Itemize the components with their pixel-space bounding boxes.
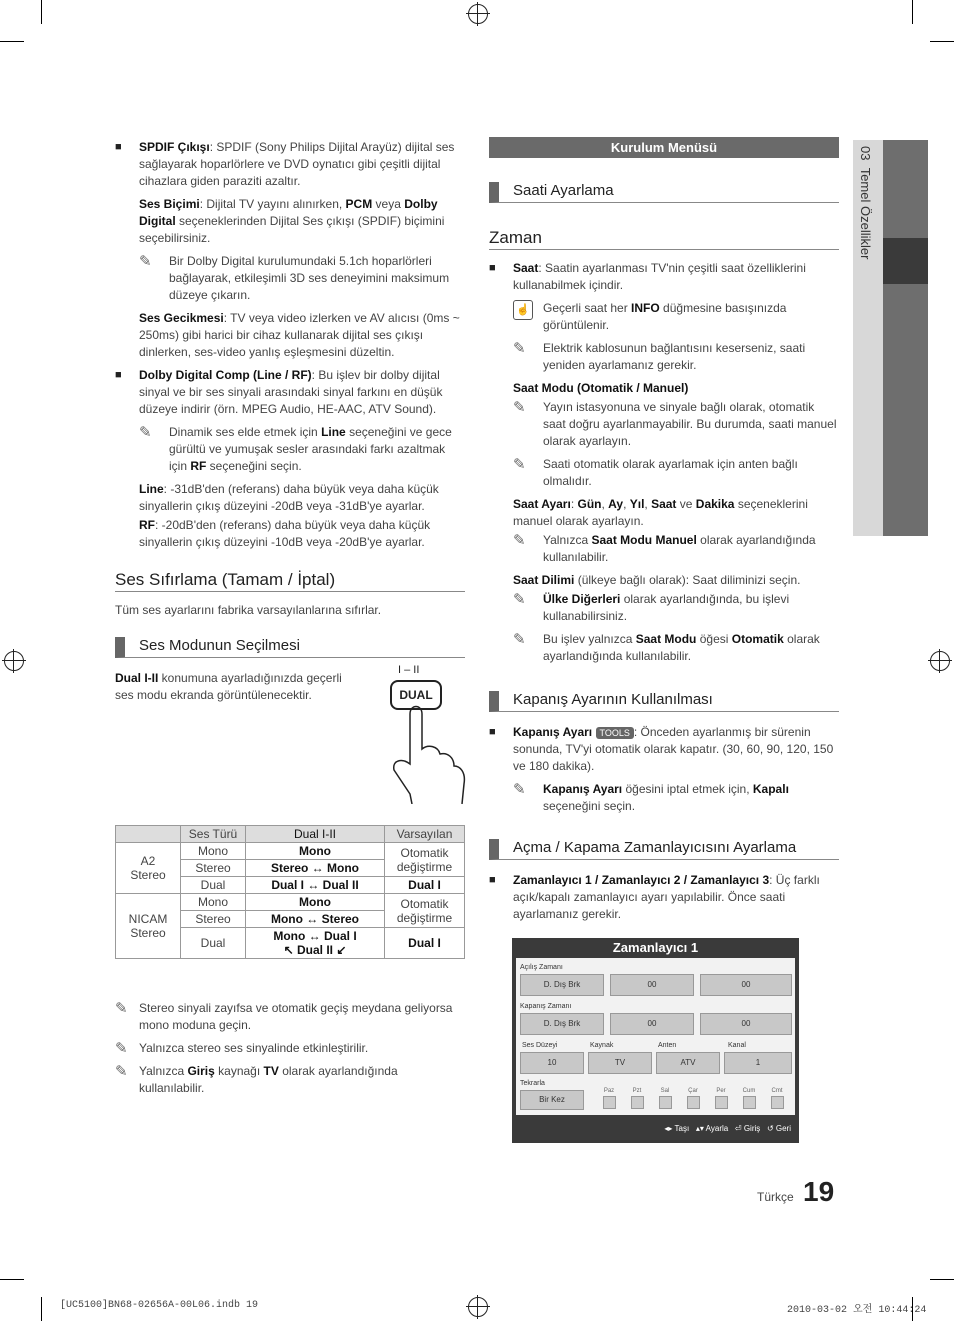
table-cell: Dual: [181, 877, 246, 894]
menu-banner: Kurulum Menüsü: [489, 137, 839, 158]
osd-title: Zamanlayıcı 1: [612, 940, 699, 955]
list-item: ■ Dolby Digital Comp (Line / RF): Bu işlev bir dolby dijital sinyal ve bir ses sinyali arasındaki sinyal farkını en düşük düzeye indirir (örn. MPEG Audio, HE-AAC, ATV Sound).: [115, 368, 443, 416]
note: ✎ Saati otomatik olarak ayarlamak için anten bağlı olmalıdır.: [513, 456, 798, 488]
table-cell: Mono: [181, 843, 246, 860]
pencil-note-icon: ✎: [513, 781, 526, 798]
pencil-note-icon: ✎: [513, 532, 526, 549]
day-label: Pzt: [632, 1088, 642, 1094]
table-header: Varsayılan: [385, 826, 465, 843]
dual-button: DUAL: [390, 680, 442, 710]
crop-mark: [930, 1279, 954, 1280]
off-time-hour-field[interactable]: 00: [610, 1013, 694, 1035]
day-label: Sal: [660, 1088, 670, 1094]
crop-mark: [930, 41, 954, 42]
table-row: [116, 843, 465, 860]
day-checkbox[interactable]: [715, 1096, 728, 1109]
off-time-label: Kapanış Zamanı: [520, 1003, 572, 1010]
pencil-note-icon: ✎: [513, 631, 526, 648]
table-cell: Dual I ↔ Dual II: [246, 877, 385, 894]
paragraph: Tüm ses ayarlarını fabrika varsayılanlarına sıfırlar.: [115, 603, 382, 617]
table-cell: Stereo ↔ Mono: [246, 860, 385, 877]
paragraph: Dual I-II konumuna ayarladığınızda geçerli ses modu ekranda görüntülenecektir.: [115, 671, 342, 702]
dual-symbol: I – II: [398, 664, 420, 676]
day-label: Cmt: [771, 1088, 783, 1094]
footer-language: Türkçe: [757, 1190, 794, 1204]
list-item: ■ Zamanlayıcı 1 / Zamanlayıcı 2 / Zamanlayıcı 3: Üç farklı açık/kapalı zamanlayıcı ayarı yapılabilir. Önce saati ayarlamanız gerekir.: [489, 873, 820, 921]
off-time-mode-field[interactable]: D. Dış Brk: [520, 1013, 604, 1035]
pencil-note-icon: ✎: [513, 340, 526, 357]
table-cell: A2 Stereo: [116, 843, 181, 894]
table-cell: Mono ↔ Dual I ↖ Dual II ↙: [246, 928, 385, 959]
day-checkbox[interactable]: [603, 1096, 616, 1109]
note: ✎ Bu işlev yalnızca Saat Modu öğesi Otomatik olarak ayarlandığında kullanılabilir.: [513, 631, 820, 663]
list-item: ■ Saat: Saatin ayarlanması TV'nin çeşitli saat özelliklerini kullanabilmek içindir.: [489, 261, 806, 292]
sub-item: Saat Modu (Otomatik / Manuel): [513, 381, 689, 395]
pencil-note-icon: ✎: [139, 253, 152, 270]
chapter-title: Temel Özellikler: [858, 167, 873, 260]
pencil-note-icon: ✎: [513, 456, 526, 473]
off-time-minute-field[interactable]: 00: [700, 1013, 792, 1035]
on-time-hour-field[interactable]: 00: [610, 974, 694, 996]
registration-mark-icon: [930, 651, 950, 671]
repeat-label: Tekrarla: [520, 1080, 545, 1087]
list-item: ■ SPDIF Çıkışı: SPDIF (Sony Philips Dijital Arayüz) dijital ses sağlayarak hoparlörlere ve DVD oynatıcı gibi çeşitli dijital cihazlara giden paraziti azaltır.: [115, 140, 455, 188]
registration-mark-icon: [4, 651, 24, 671]
move-arrows-icon: ◂▸: [664, 1124, 673, 1133]
table-header: Ses Türü: [181, 826, 246, 843]
table-cell: NICAM Stereo: [116, 894, 181, 959]
sub-item: Line: -31dB'den (referans) daha büyük veya daha küçük sinyallerin çıkış düzeyini -20dB veya -31dB'ye ayarlar.: [139, 482, 439, 513]
side-tab-text: [858, 146, 873, 259]
note: ✎ Ülke Diğerleri olarak ayarlandığında, bu işlevi kullanabilirsiniz.: [513, 591, 790, 623]
nav-move: Taşı: [674, 1124, 690, 1133]
on-time-minute-field[interactable]: 00: [700, 974, 792, 996]
remote-icon: ☝: [513, 300, 533, 320]
source-label: Kaynak: [590, 1042, 614, 1049]
crop-mark: [912, 0, 913, 24]
note: ✎ Yalnızca Saat Modu Manuel olarak ayarlandığında kullanılabilir.: [513, 532, 816, 564]
registration-mark-icon: [468, 4, 488, 24]
crop-mark: [41, 1297, 42, 1321]
table-cell: Mono ↔ Stereo: [246, 911, 385, 928]
hand-icon: [388, 704, 468, 804]
side-tab-marker: [883, 238, 928, 284]
repeat-field[interactable]: Bir Kez: [520, 1090, 584, 1110]
day-label: Paz: [603, 1088, 615, 1094]
pencil-note-icon: ✎: [115, 1000, 128, 1017]
page-number: 19: [803, 1176, 835, 1207]
table-cell: Mono: [246, 894, 385, 911]
day-checkbox[interactable]: [743, 1096, 756, 1109]
side-tab-bar: [883, 140, 928, 536]
volume-label: Ses Düzeyi: [522, 1042, 558, 1049]
adjust-arrows-icon: ▴▾: [695, 1124, 704, 1133]
note: ✎ Stereo sinyali zayıfsa ve otomatik geçiş meydana geliyorsa mono moduna geçin.: [115, 1000, 453, 1032]
note: ✎ Yayın istasyonuna ve sinyale bağlı olarak, otomatik saat doğru ayarlanmayabilir. Bu durumda, saati manuel olarak ayarlayın.: [513, 399, 837, 448]
subsection-heading: Kapanış Ayarının Kullanılması: [489, 691, 839, 712]
note: ✎ Yalnızca stereo ses sinyalinde etkinleştirilir.: [115, 1040, 369, 1057]
subsection-heading: Ses Modunun Seçilmesi: [115, 637, 465, 658]
note: ☝ Geçerli saat her INFO düğmesine basışınızda görüntülenir.: [513, 300, 839, 334]
table-cell: Dual I: [385, 877, 465, 894]
nav-back: Geri: [775, 1124, 791, 1133]
table-cell: Stereo: [181, 860, 246, 877]
right-column: [489, 137, 839, 929]
registration-mark-icon: [468, 1297, 488, 1317]
day-label: Cum: [742, 1088, 756, 1094]
subsection-heading: Açma / Kapama Zamanlayıcısını Ayarlama: [489, 839, 839, 860]
note: ✎ Dinamik ses elde etmek için Line seçeneğini ve gece gürültü ve yumuşak sesler arasındaki farkı azaltmak için RF seçeneğini seçin.: [139, 424, 452, 473]
timer-osd-screen: [512, 938, 799, 1143]
tools-badge: TOOLS: [596, 727, 634, 739]
sub-item: RF: -20dB'den (referans) daha büyük veya daha küçük sinyallerin çıkış düzeyini -10dB veya -20dB'ye ayarlar.: [139, 518, 431, 549]
section-heading: Zaman: [489, 229, 839, 250]
section-heading: Ses Sıfırlama (Tamam / İptal): [115, 571, 465, 592]
pencil-note-icon: ✎: [139, 424, 152, 441]
table-cell: Otomatik değiştirme: [385, 894, 465, 928]
table-cell: Mono: [181, 894, 246, 911]
day-label: Per: [716, 1088, 726, 1094]
day-label: Çar: [688, 1088, 698, 1094]
subsection-heading: Saati Ayarlama: [489, 182, 839, 203]
channel-field[interactable]: 1: [724, 1052, 792, 1074]
on-time-mode-field[interactable]: D. Dış Brk: [520, 974, 604, 996]
table-cell: Otomatik değiştirme: [385, 843, 465, 877]
note: ✎ Elektrik kablosunun bağlantısını keserseniz, saati yeniden ayarlamanız gerekir.: [513, 340, 806, 372]
footer-file: [UC5100]BN68-02656A-00L06.indb 19: [60, 1300, 259, 1311]
day-checkbox[interactable]: [631, 1096, 644, 1109]
day-checkbox[interactable]: [771, 1096, 784, 1109]
pencil-note-icon: ✎: [513, 591, 526, 608]
table-cell: Mono: [246, 843, 385, 860]
pencil-note-icon: ✎: [115, 1063, 128, 1080]
day-checkbox[interactable]: [659, 1096, 672, 1109]
table-cell: Dual I: [385, 928, 465, 959]
table-header: [116, 826, 181, 843]
left-column: [115, 139, 465, 704]
day-checkbox[interactable]: [687, 1096, 700, 1109]
note: ✎ Yalnızca Giriş kaynağı TV olarak ayarlandığında kullanılabilir.: [115, 1063, 398, 1095]
pencil-note-icon: ✎: [513, 399, 526, 416]
crop-mark: [41, 0, 42, 24]
on-time-label: Açılış Zamanı: [520, 964, 563, 971]
table-header: Dual I-II: [246, 826, 385, 843]
audio-mode-table: [115, 825, 465, 959]
osd-nav-bar: [664, 1124, 791, 1133]
antenna-label: Anten: [658, 1042, 677, 1049]
source-field[interactable]: TV: [588, 1052, 652, 1074]
chapter-number: 03: [858, 146, 873, 161]
nav-adjust: Ayarla: [705, 1124, 729, 1133]
note: ✎ Kapanış Ayarı öğesini iptal etmek için, Kapalı seçeneğini seçin.: [513, 781, 789, 813]
sub-item: Saat Ayarı: Gün, Ay, Yıl, Saat ve Dakika seçeneklerini manuel olarak ayarlayın.: [513, 497, 808, 528]
channel-label: Kanal: [728, 1042, 746, 1049]
table-cell: Stereo: [181, 911, 246, 928]
remote-dual-illustration: [388, 664, 468, 804]
osd-body: [516, 958, 795, 1115]
note: ✎ Bir Dolby Digital kurulumundaki 5.1ch hoparlörleri bağlayarak, etkileşimli 3D ses deneyimini maksimum düzeye çıkarın.: [139, 253, 450, 302]
return-icon: ↺: [766, 1124, 774, 1133]
footer-date: 2010-03-02 오전 10:44:24: [787, 1305, 927, 1316]
list-item: ■ Kapanış Ayarı TOOLS : Önceden ayarlanmış bir sürenin sonunda, TV'yi otomatik olarak kapatır. (30, 60, 90, 120, 150 ve 180 dakika).: [489, 725, 834, 773]
sub-item: Ses Biçimi: Dijital TV yayını alınırken, PCM veya Dolby Digital seçeneklerinden Dijital Ses çıkışı (SPDIF) biçimini seçebilirsiniz.: [139, 197, 445, 245]
pencil-note-icon: ✎: [115, 1040, 128, 1057]
volume-field[interactable]: 10: [520, 1052, 584, 1074]
antenna-field[interactable]: ATV: [656, 1052, 720, 1074]
table-row: [116, 894, 465, 911]
sub-item: Ses Gecikmesi: TV veya video izlerken ve AV alıcısı (0ms ~ 250ms) gibi harici bir cihaz kullanarak dijital ses çıkışı dinlerken, ses-video yanlış eşleşmesini düzeltin.: [139, 311, 460, 359]
sub-item: Saat Dilimi (ülkeye bağlı olarak): Saat diliminizi seçin.: [513, 573, 801, 587]
nav-enter: Giriş: [743, 1124, 761, 1133]
table-cell: Dual: [181, 928, 246, 959]
crop-mark: [0, 1279, 24, 1280]
enter-icon: ⏎: [734, 1124, 742, 1133]
table-notes: [115, 1000, 465, 1103]
crop-mark: [0, 41, 24, 42]
